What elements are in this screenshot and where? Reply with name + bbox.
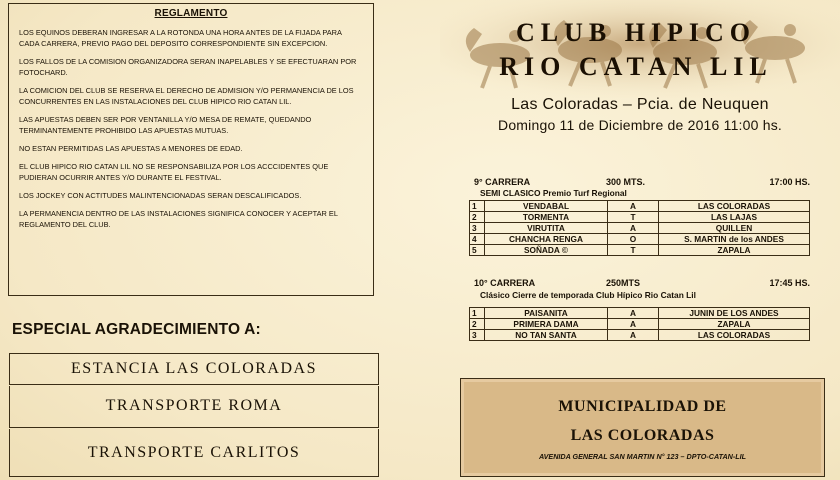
sponsor-roma: TRANSPORTE ROMA [9, 386, 379, 428]
runner-number: 1 [470, 201, 485, 212]
runner-number: 5 [470, 245, 485, 256]
runner-name: CHANCHA RENGA [485, 234, 608, 245]
runner-group: T [608, 212, 659, 223]
municipalidad-line1: MUNICIPALIDAD DE [558, 398, 727, 415]
runner-number: 1 [470, 308, 485, 319]
municipalidad-box [460, 378, 825, 477]
club-title-line1: CLUB HIPICO [515, 18, 757, 47]
runner-number: 2 [470, 319, 485, 330]
club-title-line2: RIO CATAN LIL [499, 52, 773, 81]
club-title [456, 16, 816, 84]
runner-name: VENDABAL [485, 201, 608, 212]
runners-table [469, 200, 810, 256]
rule-item: LOS EQUINOS DEBERAN INGRESAR A LA ROTONDA UNA HORA ANTES DE LA FIJADA PARA CADA CARRERA, PREVIO PAGO DEL DEPOSITO CORRESPONDIENTE SIN EXCEPCION. [19, 28, 342, 49]
reglamento-title: REGLAMENTO [154, 8, 228, 19]
sponsor-carlitos: TRANSPORTE CARLITOS [9, 429, 379, 477]
runner-group: O [608, 234, 659, 245]
runner-group: A [608, 330, 659, 341]
race-distance: 250MTS [606, 278, 641, 288]
runner-origin: ZAPALA [659, 319, 810, 330]
runner-group: A [608, 201, 659, 212]
race-subtitle: SEMI CLASICO Premio Turf Regional [480, 188, 627, 198]
runner-name: TORMENTA [485, 212, 608, 223]
runner-name: NO TAN SANTA [485, 330, 608, 341]
rule-item: LAS APUESTAS DEBEN SER POR VENTANILLA Y/O MESA DE REMATE, QUEDANDO TERMINANTEMENTE PROHIBIDO LAS APUESTAS MUTUAS. [19, 115, 312, 136]
race-header [470, 177, 810, 188]
thanks-title: ESPECIAL AGRADECIMIENTO A: [12, 321, 261, 338]
runner-group: A [608, 319, 659, 330]
runner-origin: QUILLEN [659, 223, 810, 234]
table-row [470, 245, 810, 256]
date-line: Domingo 11 de Diciembre de 2016 11:00 hs. [498, 117, 782, 133]
municipalidad-line2: LAS COLORADAS [570, 427, 715, 444]
race-time: 17:00 HS. [769, 177, 810, 187]
runner-number: 3 [470, 223, 485, 234]
race-time: 17:45 HS. [769, 278, 810, 288]
runner-origin: JUNIN DE LOS ANDES [659, 308, 810, 319]
runner-origin: LAS COLORADAS [659, 201, 810, 212]
table-row [470, 223, 810, 234]
race-number: 9° CARRERA [474, 177, 531, 187]
runner-number: 2 [470, 212, 485, 223]
runner-origin: LAS LAJAS [659, 212, 810, 223]
rule-item: LOS FALLOS DE LA COMISION ORGANIZADORA SERAN INAPELABLES Y SE EFECTUARAN POR FOTOCHARD. [19, 57, 357, 78]
table-row [470, 212, 810, 223]
runner-number: 4 [470, 234, 485, 245]
rule-item: EL CLUB HIPICO RIO CATAN LIL NO SE RESPONSABILIZA POR LOS ACCCIDENTES QUE PUDIERAN OCURRIR ANTES Y/O DURANTE EL FESTIVAL. [19, 161, 329, 182]
runner-group: T [608, 245, 659, 256]
race-subtitle: Clásico Cierre de temporada Club Hípico Rio Catan Lil [480, 290, 696, 300]
runner-name: SOÑADA © [485, 245, 608, 256]
runner-name: PRIMERA DAMA [485, 319, 608, 330]
sponsor-estancia: ESTANCIA LAS COLORADAS [9, 353, 379, 385]
race-distance: 300 MTS. [606, 177, 646, 187]
table-row [470, 308, 810, 319]
runner-group: A [608, 223, 659, 234]
runner-origin: ZAPALA [659, 245, 810, 256]
runners-table [469, 307, 810, 341]
runner-group: A [608, 308, 659, 319]
table-row [470, 201, 810, 212]
table-row [470, 234, 810, 245]
rule-item: LOS JOCKEY CON ACTITUDES MALINTENCIONADAS SERAN DESCALIFICADOS. [19, 190, 302, 200]
race-header [470, 278, 810, 289]
runner-name: VIRUTITA [485, 223, 608, 234]
venue-line: Las Coloradas – Pcia. de Neuquen [511, 96, 769, 113]
table-row [470, 319, 810, 330]
runner-origin: S. MARTIN de los ANDES [659, 234, 810, 245]
municipalidad-address: AVENIDA GENERAL SAN MARTIN N° 123 – DPTO-CATAN-LIL [538, 452, 747, 461]
rule-item: LA PERMANENCIA DENTRO DE LAS INSTALACIONES SIGNIFICA CONOCER Y ACEPTAR EL REGLAMENTO DEL CLUB. [19, 208, 338, 229]
table-row [470, 330, 810, 341]
race-number: 10° CARRERA [474, 278, 536, 288]
rule-item: LA COMICION DEL CLUB SE RESERVA EL DERECHO DE ADMISION Y/O PERMANENCIA DE LOS CONCURRENTES EN LAS INSTALACIONES DEL CLUB HIPICO RIO CATAN LIL. [19, 86, 354, 107]
runner-name: PAISANITA [485, 308, 608, 319]
rule-item: NO ESTAN PERMITIDAS LAS APUESTAS A MENORES DE EDAD. [19, 144, 243, 153]
reglamento-box [8, 3, 374, 296]
runner-origin: LAS COLORADAS [659, 330, 810, 341]
runner-number: 3 [470, 330, 485, 341]
